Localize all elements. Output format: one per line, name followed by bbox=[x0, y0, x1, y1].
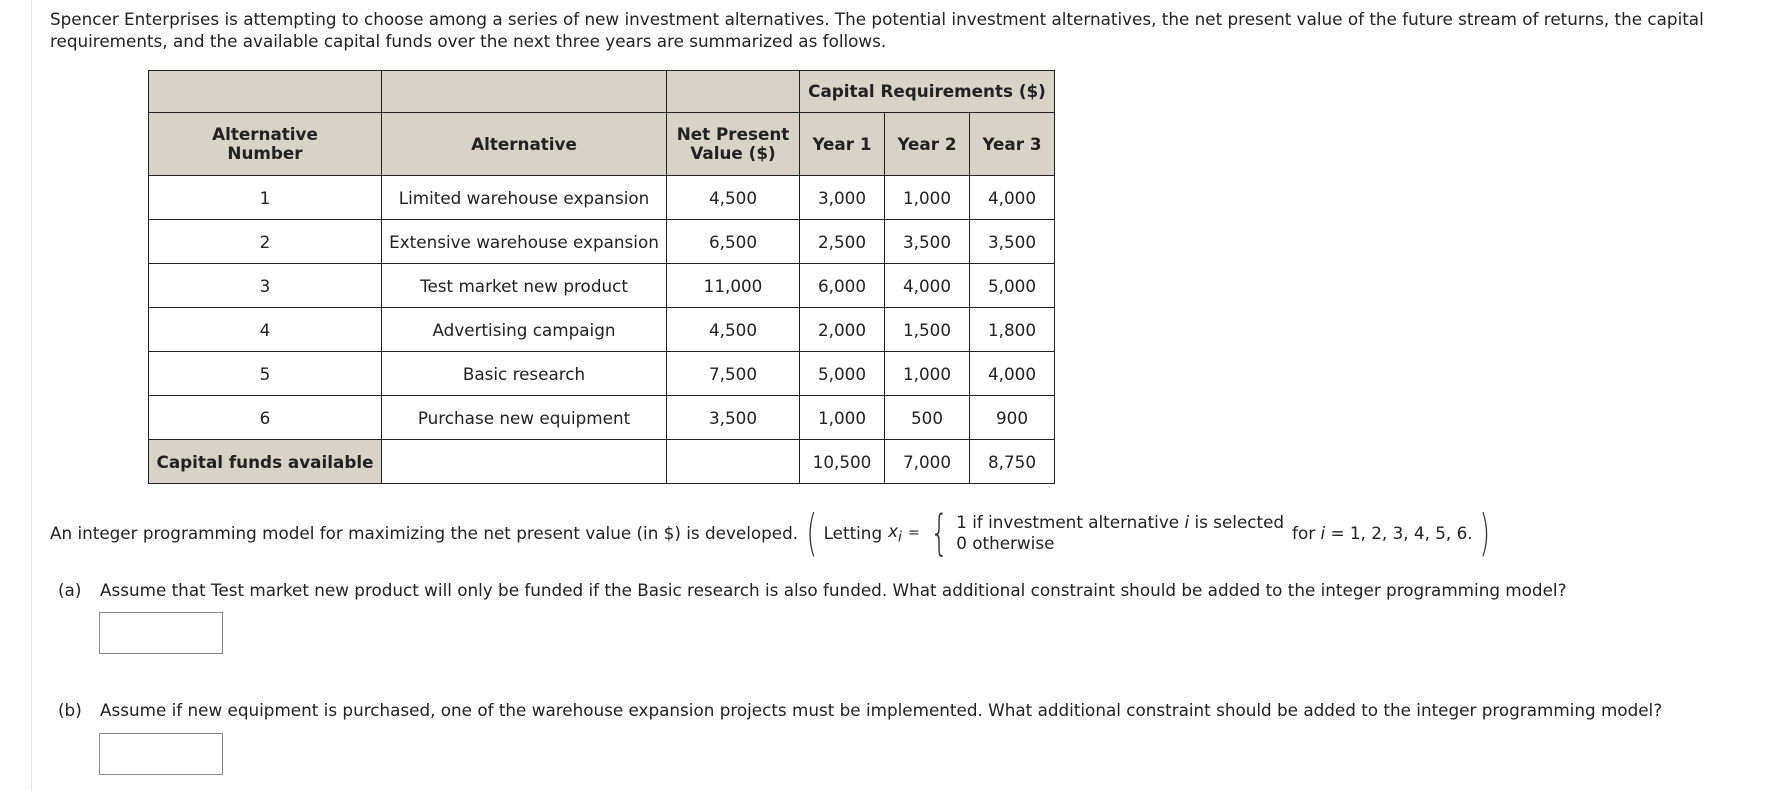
year1-cell: 2,500 bbox=[800, 220, 885, 264]
letting-label: Letting bbox=[823, 523, 883, 543]
alternative-header: Alternative bbox=[382, 113, 667, 176]
year1-header: Year 1 bbox=[800, 113, 885, 176]
year3-cell: 3,500 bbox=[970, 220, 1055, 264]
alternative-cell: Basic research bbox=[382, 352, 667, 396]
model-definition bbox=[50, 505, 1496, 561]
investment-table bbox=[148, 70, 1055, 484]
case-otherwise: 0 otherwise bbox=[956, 533, 1055, 553]
year2-header: Year 2 bbox=[885, 113, 970, 176]
answer-b-input[interactable] bbox=[99, 733, 223, 775]
year2-cell: 4,000 bbox=[885, 264, 970, 308]
question-b-text: Assume if new equipment is purchased, one of the warehouse expansion projects must be implemented. What additional constraint should be added to the integer programming model? bbox=[100, 700, 1663, 720]
case-selected bbox=[956, 512, 1284, 533]
alternative-cell: Test market new product bbox=[382, 264, 667, 308]
for-pre: for bbox=[1292, 523, 1316, 543]
var-subscript: i bbox=[898, 529, 902, 546]
year1-cell: 6,000 bbox=[800, 264, 885, 308]
npv-cell: 4,500 bbox=[667, 176, 800, 220]
case1-post: is selected bbox=[1194, 512, 1285, 532]
alt-number-cell: 4 bbox=[149, 308, 382, 352]
npv-cell: 3,500 bbox=[667, 396, 800, 440]
funds-empty-cell bbox=[667, 440, 800, 484]
npv-cell: 6,500 bbox=[667, 220, 800, 264]
year2-cell: 1,500 bbox=[885, 308, 970, 352]
for-clause bbox=[1292, 523, 1473, 543]
year1-cell: 5,000 bbox=[800, 352, 885, 396]
left-brace: { bbox=[929, 505, 949, 561]
equals-sign: = bbox=[907, 525, 920, 541]
funds-year1-cell: 10,500 bbox=[800, 440, 885, 484]
npv-cell: 4,500 bbox=[667, 308, 800, 352]
question-a-letter: (a) bbox=[58, 580, 82, 600]
npv-header: Net Present Value ($) bbox=[667, 113, 800, 176]
table-header-row bbox=[149, 113, 1055, 176]
left-paren: ( bbox=[806, 504, 818, 562]
capital-funds-label: Capital funds available bbox=[149, 440, 382, 484]
funds-empty-cell bbox=[382, 440, 667, 484]
year2-cell: 1,000 bbox=[885, 176, 970, 220]
year2-cell: 500 bbox=[885, 396, 970, 440]
left-margin-rule bbox=[31, 0, 32, 791]
alt-number-cell: 1 bbox=[149, 176, 382, 220]
alt-number-cell: 6 bbox=[149, 396, 382, 440]
piecewise-cases bbox=[956, 512, 1284, 554]
model-text: An integer programming model for maximizing the net present value (in $) is developed. bbox=[50, 523, 799, 543]
alt-number-header: Alternative Number bbox=[149, 113, 382, 176]
capital-requirements-header: Capital Requirements ($) bbox=[800, 71, 1055, 113]
intro-paragraph: Spencer Enterprises is attempting to choose among a series of new investment alternatives. The potential investment alternatives, the net present value of the future stream of returns, the capital requirements, and the available capital funds over the next three years are summarized as follows. bbox=[50, 9, 1704, 51]
right-paren: ) bbox=[1479, 504, 1490, 562]
year3-cell: 900 bbox=[970, 396, 1055, 440]
year3-cell: 5,000 bbox=[970, 264, 1055, 308]
alternative-cell: Limited warehouse expansion bbox=[382, 176, 667, 220]
answer-a-input[interactable] bbox=[99, 612, 223, 654]
header-empty-2 bbox=[382, 71, 667, 113]
funds-year2-cell: 7,000 bbox=[885, 440, 970, 484]
table-row bbox=[149, 352, 1055, 396]
header-empty-3 bbox=[667, 71, 800, 113]
question-a-text: Assume that Test market new product will only be funded if the Basic research is also funded. What additional constraint should be added to the integer programming model? bbox=[100, 580, 1567, 600]
case1-pre: 1 if investment alternative bbox=[956, 512, 1180, 532]
year3-cell: 4,000 bbox=[970, 352, 1055, 396]
table-row bbox=[149, 308, 1055, 352]
for-post: = 1, 2, 3, 4, 5, 6. bbox=[1330, 523, 1473, 543]
question-b-letter: (b) bbox=[58, 700, 82, 720]
funds-year3-cell: 8,750 bbox=[970, 440, 1055, 484]
year3-cell: 4,000 bbox=[970, 176, 1055, 220]
table-row bbox=[149, 396, 1055, 440]
for-var: i bbox=[1320, 523, 1326, 543]
alt-number-cell: 2 bbox=[149, 220, 382, 264]
year3-header: Year 3 bbox=[970, 113, 1055, 176]
case1-var: i bbox=[1184, 512, 1190, 532]
alternative-cell: Extensive warehouse expansion bbox=[382, 220, 667, 264]
year1-cell: 2,000 bbox=[800, 308, 885, 352]
alt-number-cell: 3 bbox=[149, 264, 382, 308]
table-row bbox=[149, 220, 1055, 264]
table-group-header-row bbox=[149, 71, 1055, 113]
question-a bbox=[58, 580, 1566, 600]
alternative-cell: Advertising campaign bbox=[382, 308, 667, 352]
variable-x bbox=[888, 521, 902, 545]
table-row bbox=[149, 176, 1055, 220]
npv-cell: 7,500 bbox=[667, 352, 800, 396]
table-row bbox=[149, 264, 1055, 308]
npv-cell: 11,000 bbox=[667, 264, 800, 308]
alternative-cell: Purchase new equipment bbox=[382, 396, 667, 440]
var-x: x bbox=[888, 520, 899, 541]
year1-cell: 1,000 bbox=[800, 396, 885, 440]
header-empty-1 bbox=[149, 71, 382, 113]
year1-cell: 3,000 bbox=[800, 176, 885, 220]
year3-cell: 1,800 bbox=[970, 308, 1055, 352]
question-b bbox=[58, 700, 1662, 720]
year2-cell: 3,500 bbox=[885, 220, 970, 264]
year2-cell: 1,000 bbox=[885, 352, 970, 396]
capital-funds-row bbox=[149, 440, 1055, 484]
alt-number-cell: 5 bbox=[149, 352, 382, 396]
